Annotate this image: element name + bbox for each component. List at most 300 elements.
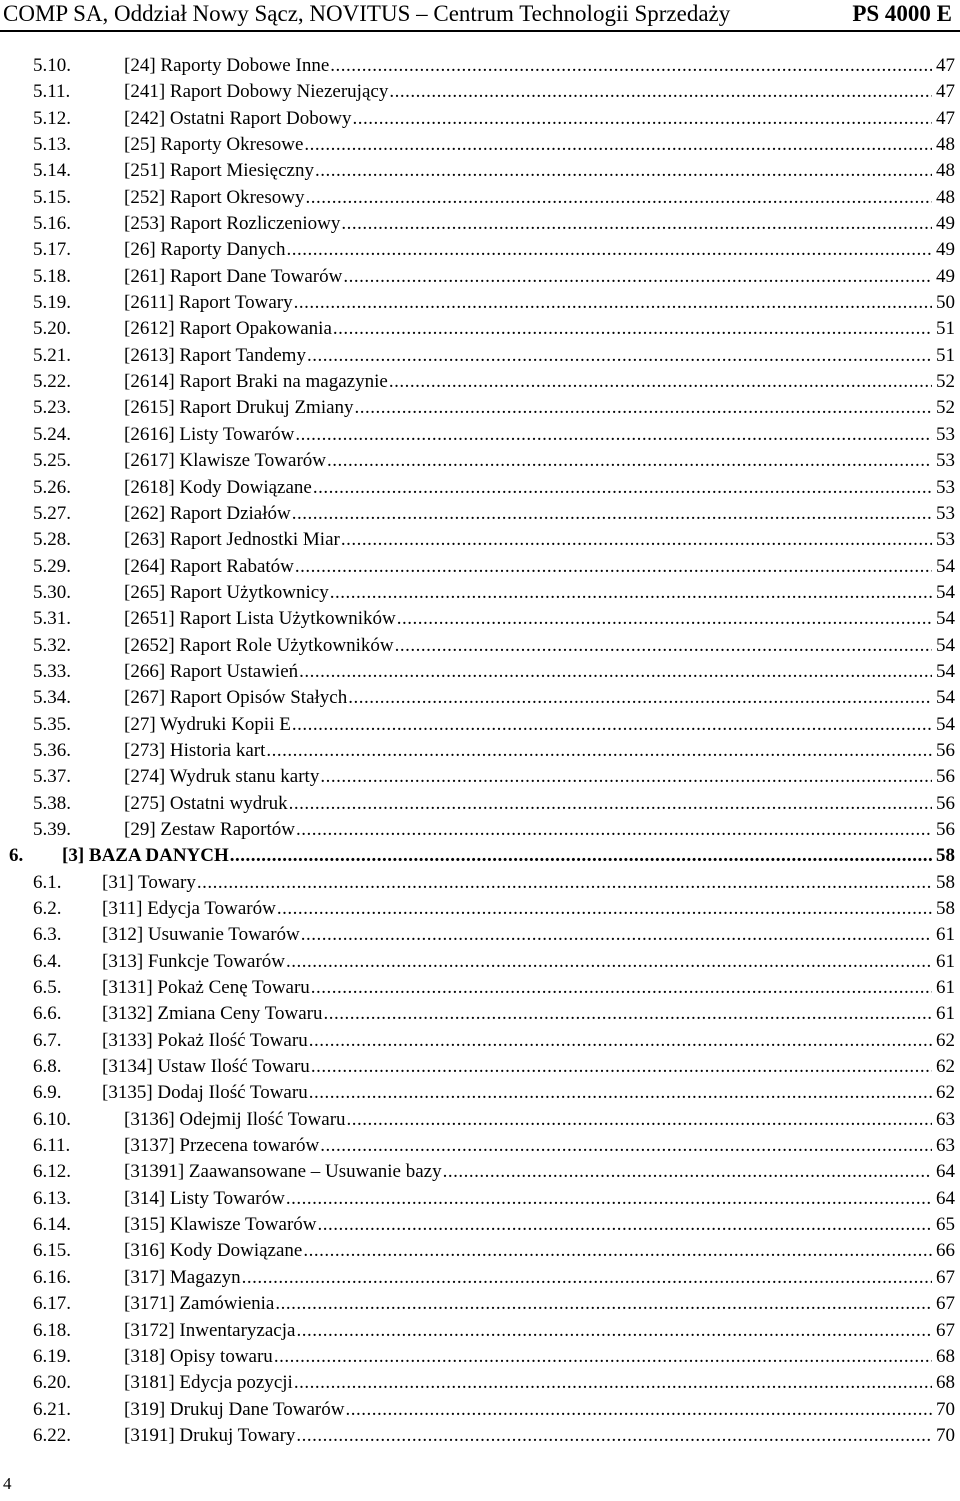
- toc-section-row[interactable]: [0, 659, 960, 685]
- toc-leader-dots: [318, 1212, 933, 1238]
- toc-number: 5.28.: [33, 529, 71, 551]
- toc-title: [3132] Zmiana Ceny Towaru: [102, 1003, 323, 1025]
- toc-page-number: 49: [936, 265, 955, 287]
- toc-page-number: 67: [936, 1319, 955, 1341]
- toc-leader-dots: [296, 817, 932, 843]
- toc-entry: [124, 1344, 955, 1370]
- toc-entry: [124, 764, 955, 790]
- toc-page-number: 54: [936, 660, 955, 682]
- toc-number: 5.13.: [33, 134, 71, 156]
- toc-section-row[interactable]: [0, 896, 960, 922]
- toc-section-row[interactable]: [0, 1028, 960, 1054]
- toc-section-row[interactable]: [0, 764, 960, 790]
- toc-number: 6.6.: [33, 1003, 62, 1025]
- toc-page-number: 53: [936, 450, 955, 472]
- toc-leader-dots: [303, 1238, 932, 1264]
- toc-entry: [124, 1423, 955, 1449]
- toc-page-number: 68: [936, 1372, 955, 1394]
- toc-title: [3133] Pokaż Ilość Towaru: [102, 1029, 308, 1051]
- toc-leader-dots: [301, 922, 932, 948]
- toc-section-row[interactable]: [0, 290, 960, 316]
- toc-section-row[interactable]: [0, 316, 960, 342]
- toc-page-number: 67: [936, 1293, 955, 1315]
- toc-leader-dots: [295, 422, 932, 448]
- toc-number: 6.5.: [33, 977, 62, 999]
- toc-leader-dots: [345, 1397, 932, 1423]
- toc-number: 5.33.: [33, 660, 71, 682]
- toc-section-row[interactable]: [0, 211, 960, 237]
- toc-title: [3181] Edycja pozycji: [124, 1372, 293, 1394]
- toc-entry: [124, 1397, 955, 1423]
- toc-title: [2618] Kody Dowiązane: [124, 476, 312, 498]
- toc-title: [311] Edycja Towarów: [102, 898, 276, 919]
- toc-leader-dots: [286, 237, 932, 263]
- toc-section-row[interactable]: [0, 501, 960, 527]
- toc-page-number: 49: [936, 239, 955, 261]
- toc-number: 6.1.: [33, 871, 62, 893]
- toc-page-number: 54: [936, 555, 955, 577]
- toc-leader-dots: [397, 606, 932, 632]
- toc-title: [252] Raport Okresowy: [124, 186, 305, 208]
- toc-section-row[interactable]: [0, 448, 960, 474]
- toc-title: [3134] Ustaw Ilość Towaru: [102, 1056, 310, 1078]
- toc-title: [2651] Raport Lista Użytkowników: [124, 608, 396, 630]
- toc-section-row[interactable]: [0, 685, 960, 711]
- toc-title: [313] Funkcje Towarów: [102, 950, 286, 972]
- toc-number: 5.37.: [33, 766, 71, 788]
- toc-section-row[interactable]: [0, 949, 960, 975]
- header-product: PS 4000 E: [852, 1, 952, 26]
- toc-title: [29] Zestaw Raportów: [124, 818, 295, 840]
- toc-title: [2614] Raport Braki na magazynie: [124, 371, 388, 393]
- toc-title: [2613] Raport Tandemy: [124, 344, 306, 366]
- toc-section-row[interactable]: [0, 1159, 960, 1185]
- toc-title: [312] Usuwanie Towarów: [102, 924, 300, 946]
- toc-number: 5.36.: [33, 739, 71, 761]
- toc-entry: [62, 843, 955, 869]
- toc-title: [251] Raport Miesięczny: [124, 160, 314, 182]
- toc-title: [319] Drukuj Dane Towarów: [124, 1398, 345, 1420]
- toc-leader-dots: [389, 369, 932, 395]
- toc-number: 5.20.: [33, 318, 71, 340]
- toc-title: [2612] Raport Opakowania: [124, 318, 332, 340]
- toc-number: 5.34.: [33, 687, 71, 709]
- toc-leader-dots: [341, 527, 932, 553]
- toc-leader-dots: [313, 475, 932, 501]
- toc-section-row[interactable]: [0, 395, 960, 421]
- toc-number: 6.4.: [33, 950, 62, 972]
- toc-number: 5.11.: [33, 81, 71, 103]
- toc-entry: [124, 1238, 955, 1264]
- toc-page-number: 54: [936, 687, 955, 709]
- toc-number: 5.25.: [33, 450, 71, 472]
- toc-title: [31391] Zaawansowane – Usuwanie bazy: [124, 1161, 442, 1183]
- toc-leader-dots: [311, 1054, 932, 1080]
- toc-page-number: 54: [936, 713, 955, 735]
- toc-section-row[interactable]: [0, 712, 960, 738]
- toc-section-row[interactable]: [0, 633, 960, 659]
- toc-number: 6.13.: [33, 1187, 71, 1209]
- toc-entry: [124, 554, 955, 580]
- toc-entry: [124, 158, 955, 184]
- toc-entry: [124, 106, 955, 132]
- toc-section-row[interactable]: [0, 738, 960, 764]
- toc-title: [2611] Raport Towary: [124, 292, 293, 314]
- toc-entry: [124, 580, 955, 606]
- toc-page-number: 58: [936, 898, 955, 919]
- toc-leader-dots: [294, 290, 932, 316]
- toc-section-row[interactable]: [0, 870, 960, 896]
- toc-section-row[interactable]: [0, 369, 960, 395]
- toc-section-row[interactable]: [0, 1054, 960, 1080]
- toc-number: 6.17.: [33, 1293, 71, 1315]
- toc-title: [2617] Klawisze Towarów: [124, 450, 326, 472]
- toc-section-row[interactable]: [0, 79, 960, 105]
- toc-number: 6.3.: [33, 924, 62, 946]
- toc-section-row[interactable]: [0, 580, 960, 606]
- toc-page-number: 61: [936, 924, 955, 946]
- toc-page-number: 48: [936, 160, 955, 182]
- toc-entry: [124, 791, 955, 817]
- toc-leader-dots: [242, 1265, 932, 1291]
- toc-entry: [124, 1291, 955, 1317]
- toc-entry: [102, 949, 955, 975]
- toc-entry: [124, 422, 955, 448]
- toc-title: [262] Raport Działów: [124, 502, 291, 524]
- toc-section-row[interactable]: [0, 1318, 960, 1344]
- toc-section-row[interactable]: [0, 1397, 960, 1423]
- toc-entry: [124, 185, 955, 211]
- toc-entry: [102, 1080, 955, 1106]
- toc-section-row[interactable]: [0, 1291, 960, 1317]
- toc-number: 6.22.: [33, 1424, 71, 1446]
- toc-entry: [124, 211, 955, 237]
- toc-page-number: 68: [936, 1345, 955, 1367]
- toc-number: 6.10.: [33, 1108, 71, 1130]
- toc-page-number: 54: [936, 608, 955, 630]
- toc-page-number: 58: [936, 845, 955, 867]
- toc-title: [261] Raport Dane Towarów: [124, 265, 343, 287]
- toc-leader-dots: [395, 633, 932, 659]
- toc-entry: [124, 1133, 955, 1159]
- toc-leader-dots: [389, 79, 932, 105]
- toc-entry: [102, 896, 955, 922]
- toc-number: 6.16.: [33, 1266, 71, 1288]
- toc-page-number: 61: [936, 1003, 955, 1025]
- toc-title: [274] Wydruk stanu karty: [124, 766, 320, 788]
- toc-title: [253] Raport Rozliczeniowy: [124, 213, 341, 235]
- toc-page-number: 51: [936, 318, 955, 340]
- toc-leader-dots: [309, 1080, 932, 1106]
- toc-page-number: 54: [936, 581, 955, 603]
- toc-title: [3131] Pokaż Cenę Towaru: [102, 977, 310, 999]
- toc-leader-dots: [266, 738, 932, 764]
- toc-entry: [102, 870, 955, 896]
- toc-number: 6.12.: [33, 1161, 71, 1183]
- toc-entry: [124, 132, 955, 158]
- toc-number: 5.17.: [33, 239, 71, 261]
- toc-title: [314] Listy Towarów: [124, 1187, 285, 1209]
- toc-leader-dots: [277, 896, 932, 922]
- toc-section-row[interactable]: [0, 237, 960, 263]
- toc-section-row[interactable]: [0, 475, 960, 501]
- toc-section-row[interactable]: [0, 554, 960, 580]
- toc-number: 5.32.: [33, 634, 71, 656]
- toc-entry: [124, 685, 955, 711]
- toc-page-number: 61: [936, 977, 955, 999]
- toc-title: [242] Ostatni Raport Dobowy: [124, 107, 352, 129]
- toc-page-number: 53: [936, 476, 955, 498]
- toc-leader-dots: [352, 106, 932, 132]
- toc-number: 6.8.: [33, 1056, 62, 1078]
- toc-title: [316] Kody Dowiązane: [124, 1240, 303, 1262]
- toc-section-row[interactable]: [0, 1001, 960, 1027]
- toc-entry: [124, 264, 955, 290]
- toc-entry: [124, 237, 955, 263]
- toc-page-number: 70: [936, 1398, 955, 1420]
- toc-entry: [102, 975, 955, 1001]
- toc-entry: [124, 1265, 955, 1291]
- toc-page-number: 53: [936, 502, 955, 524]
- toc-leader-dots: [286, 949, 932, 975]
- toc-page-number: 64: [936, 1161, 955, 1183]
- toc-entry: [102, 1001, 955, 1027]
- table-of-contents: [0, 53, 960, 1449]
- toc-title: [317] Magazyn: [124, 1266, 241, 1288]
- toc-page-number: 52: [936, 371, 955, 393]
- toc-entry: [124, 712, 955, 738]
- toc-entry: [124, 1186, 955, 1212]
- toc-leader-dots: [309, 1028, 932, 1054]
- toc-leader-dots: [275, 1291, 932, 1317]
- toc-entry: [102, 1028, 955, 1054]
- toc-number: 6.20.: [33, 1372, 71, 1394]
- toc-leader-dots: [341, 211, 932, 237]
- toc-title: [3171] Zamówienia: [124, 1293, 275, 1315]
- toc-number: 5.15.: [33, 186, 71, 208]
- toc-number: 5.19.: [33, 292, 71, 314]
- toc-page-number: 64: [936, 1187, 955, 1209]
- toc-leader-dots: [443, 1159, 932, 1185]
- toc-leader-dots: [327, 448, 932, 474]
- toc-title: [24] Raporty Dobowe Inne: [124, 55, 330, 76]
- toc-section-row[interactable]: [0, 1186, 960, 1212]
- toc-title: [3191] Drukuj Towary: [124, 1424, 296, 1446]
- toc-section-row[interactable]: [0, 343, 960, 369]
- toc-leader-dots: [323, 1001, 932, 1027]
- toc-leader-dots: [230, 843, 932, 869]
- toc-number: 5.10.: [33, 55, 71, 76]
- toc-page-number: 56: [936, 792, 955, 814]
- page-header: [0, 0, 960, 32]
- toc-section-row[interactable]: [0, 1212, 960, 1238]
- toc-title: [3137] Przecena towarów: [124, 1135, 320, 1157]
- toc-title: [318] Opisy towaru: [124, 1345, 273, 1367]
- toc-number: 6.14.: [33, 1214, 71, 1236]
- toc-page-number: 48: [936, 186, 955, 208]
- toc-page-number: 61: [936, 950, 955, 972]
- toc-page-number: 56: [936, 818, 955, 840]
- toc-leader-dots: [307, 343, 932, 369]
- toc-page-number: 54: [936, 634, 955, 656]
- page-number: 4: [3, 1474, 12, 1493]
- toc-title: [3] BAZA DANYCH: [62, 845, 229, 867]
- toc-number: 5.35.: [33, 713, 71, 735]
- toc-number: 5.14.: [33, 160, 71, 182]
- toc-page-number: 47: [936, 107, 955, 129]
- toc-section-row[interactable]: [0, 264, 960, 290]
- toc-page-number: 48: [936, 134, 955, 156]
- toc-page-number: 49: [936, 213, 955, 235]
- toc-number: 6.15.: [33, 1240, 71, 1262]
- toc-section-row[interactable]: [0, 53, 960, 79]
- toc-entry: [124, 1370, 955, 1396]
- toc-page-number: 47: [936, 81, 955, 103]
- toc-number: 5.29.: [33, 555, 71, 577]
- toc-page-number: 70: [936, 1424, 955, 1446]
- toc-title: [3172] Inwentaryzacja: [124, 1319, 296, 1341]
- toc-page-number: 67: [936, 1266, 955, 1288]
- toc-title: [31] Towary: [102, 871, 196, 893]
- toc-title: [263] Raport Jednostki Miar: [124, 529, 340, 551]
- toc-entry: [124, 448, 955, 474]
- toc-section-row[interactable]: [0, 817, 960, 843]
- toc-leader-dots: [274, 1344, 932, 1370]
- toc-entry: [124, 343, 955, 369]
- toc-number: 6.2.: [33, 898, 62, 919]
- toc-section-row[interactable]: [0, 1370, 960, 1396]
- toc-entry: [124, 53, 955, 79]
- toc-title: [3136] Odejmij Ilość Towaru: [124, 1108, 346, 1130]
- toc-leader-dots: [299, 659, 932, 685]
- toc-section-row[interactable]: [0, 1080, 960, 1106]
- toc-section-row[interactable]: [0, 106, 960, 132]
- toc-page-number: 52: [936, 397, 955, 419]
- toc-entry: [124, 369, 955, 395]
- toc-page-number: 58: [936, 871, 955, 893]
- toc-entry: [124, 1212, 955, 1238]
- toc-entry: [124, 817, 955, 843]
- toc-title: [26] Raporty Danych: [124, 239, 286, 261]
- toc-number: 5.21.: [33, 344, 71, 366]
- toc-page-number: 56: [936, 766, 955, 788]
- toc-leader-dots: [347, 1107, 932, 1133]
- toc-leader-dots: [348, 685, 932, 711]
- toc-page-number: 51: [936, 344, 955, 366]
- toc-title: [3135] Dodaj Ilość Towaru: [102, 1082, 308, 1104]
- toc-section-row[interactable]: [0, 1344, 960, 1370]
- toc-number: 5.23.: [33, 397, 71, 419]
- toc-page-number: 63: [936, 1108, 955, 1130]
- toc-number: 5.18.: [33, 265, 71, 287]
- toc-section-row[interactable]: [0, 975, 960, 1001]
- toc-number: 5.39.: [33, 818, 71, 840]
- toc-title: [267] Raport Opisów Stałych: [124, 687, 348, 709]
- toc-entry: [124, 290, 955, 316]
- toc-number: 5.27.: [33, 502, 71, 524]
- toc-section-row[interactable]: [0, 922, 960, 948]
- toc-title: [2616] Listy Towarów: [124, 423, 295, 445]
- toc-leader-dots: [320, 1133, 932, 1159]
- toc-title: [25] Raporty Okresowe: [124, 134, 304, 156]
- toc-page-number: 62: [936, 1029, 955, 1051]
- toc-entry: [102, 1054, 955, 1080]
- toc-section-row[interactable]: [0, 527, 960, 553]
- toc-title: [27] Wydruki Kopii E: [124, 713, 291, 735]
- toc-leader-dots: [286, 1186, 932, 1212]
- toc-leader-dots: [355, 395, 932, 421]
- toc-page-number: 56: [936, 739, 955, 761]
- toc-section-row[interactable]: [0, 606, 960, 632]
- toc-number: 5.22.: [33, 371, 71, 393]
- toc-page-number: 66: [936, 1240, 955, 1262]
- toc-leader-dots: [289, 791, 932, 817]
- toc-section-row[interactable]: [0, 1423, 960, 1449]
- toc-chapter-row[interactable]: [0, 843, 960, 869]
- toc-entry: [124, 316, 955, 342]
- toc-page-number: 53: [936, 423, 955, 445]
- toc-page-number: 53: [936, 529, 955, 551]
- toc-leader-dots: [296, 1423, 932, 1449]
- toc-entry: [124, 1107, 955, 1133]
- toc-number: 6.18.: [33, 1319, 71, 1341]
- toc-leader-dots: [311, 975, 932, 1001]
- toc-title: [266] Raport Ustawień: [124, 660, 299, 682]
- toc-section-row[interactable]: [0, 158, 960, 184]
- toc-section-row[interactable]: [0, 1133, 960, 1159]
- toc-title: [264] Raport Rabatów: [124, 555, 294, 577]
- toc-title: [315] Klawisze Towarów: [124, 1214, 317, 1236]
- toc-section-row[interactable]: [0, 791, 960, 817]
- toc-leader-dots: [330, 580, 932, 606]
- toc-page-number: 63: [936, 1135, 955, 1157]
- toc-section-row[interactable]: [0, 185, 960, 211]
- toc-section-row[interactable]: [0, 132, 960, 158]
- toc-entry: [102, 922, 955, 948]
- toc-leader-dots: [330, 53, 932, 79]
- toc-title: [265] Raport Użytkownicy: [124, 581, 329, 603]
- toc-page-number: 50: [936, 292, 955, 314]
- toc-section-row[interactable]: [0, 422, 960, 448]
- toc-entry: [124, 606, 955, 632]
- toc-number: 6.9.: [33, 1082, 62, 1104]
- toc-title: [241] Raport Dobowy Niezerujący: [124, 81, 389, 103]
- toc-section-row[interactable]: [0, 1265, 960, 1291]
- toc-number: 6.19.: [33, 1345, 71, 1367]
- toc-number: 6.7.: [33, 1029, 62, 1051]
- toc-leader-dots: [292, 712, 932, 738]
- toc-title: [2652] Raport Role Użytkowników: [124, 634, 394, 656]
- toc-entry: [124, 475, 955, 501]
- toc-entry: [124, 79, 955, 105]
- toc-number: 5.16.: [33, 213, 71, 235]
- toc-title: [275] Ostatni wydruk: [124, 792, 288, 814]
- toc-number: 5.24.: [33, 423, 71, 445]
- toc-number: 5.26.: [33, 476, 71, 498]
- toc-leader-dots: [197, 870, 932, 896]
- toc-section-row[interactable]: [0, 1238, 960, 1264]
- toc-leader-dots: [320, 764, 932, 790]
- toc-leader-dots: [315, 158, 932, 184]
- toc-title: [2615] Raport Drukuj Zmiany: [124, 397, 354, 419]
- toc-entry: [124, 633, 955, 659]
- toc-page-number: 65: [936, 1214, 955, 1236]
- toc-leader-dots: [305, 185, 932, 211]
- toc-number: 5.30.: [33, 581, 71, 603]
- toc-entry: [124, 501, 955, 527]
- toc-section-row[interactable]: [0, 1107, 960, 1133]
- toc-number: 6.11.: [33, 1135, 71, 1157]
